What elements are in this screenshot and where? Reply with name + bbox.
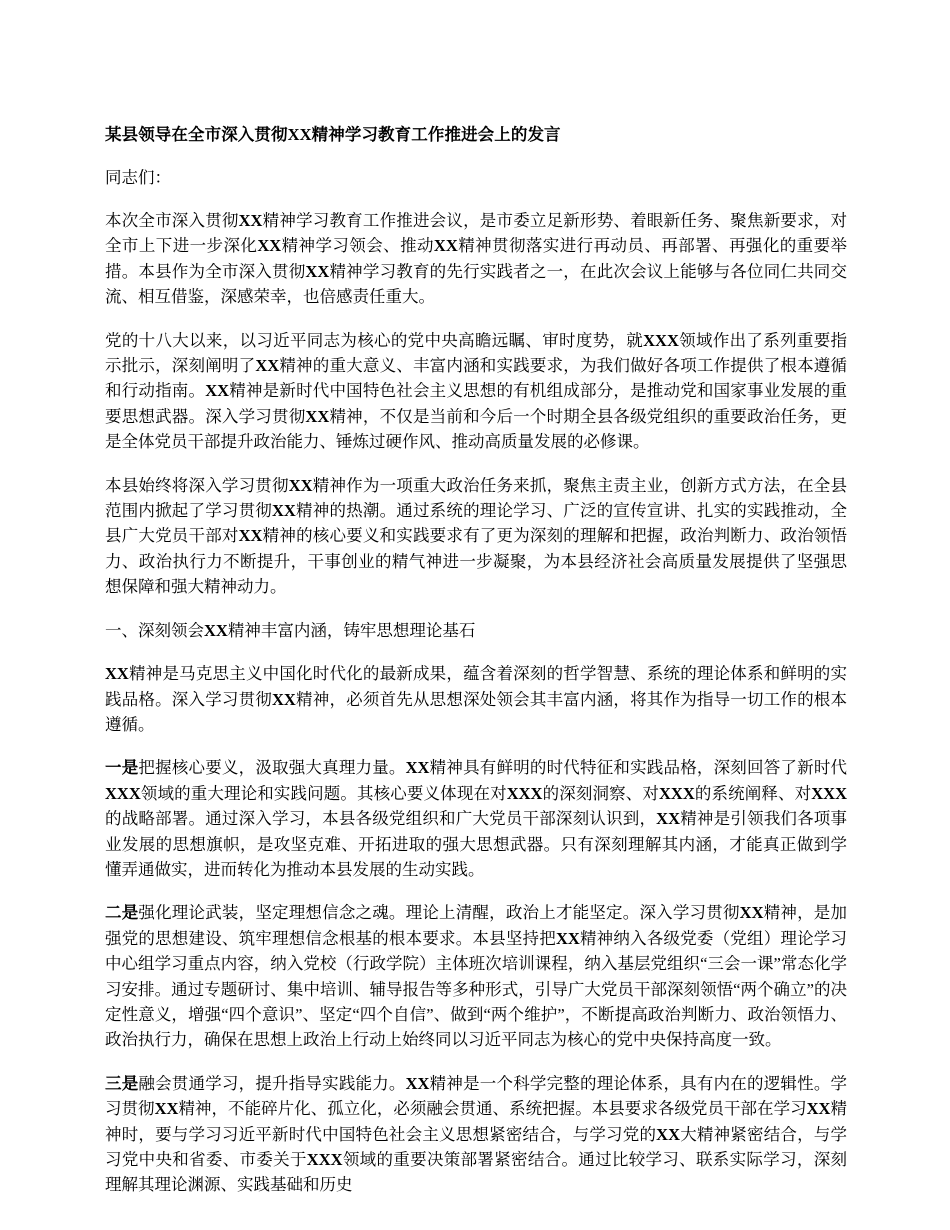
latin-run: XX [257, 236, 282, 256]
latin-run: XX [255, 356, 280, 376]
paragraph-1: 本次全市深入贯彻XX精神学习教育工作推进会议，是市委立足新形势、着眼新任务、聚焦新要求，对全市上下进一步深化XX精神学习领会、推动XX精神贯彻落实进行再动员、再部署、再强化的重要举措。本县作为全市深入贯彻XX精神学习教育的先行实践者之一，在此次会议上能够与各位同仁共同交流、相互借鉴，深感荣幸，也倍感责任重大。 [105, 211, 848, 307]
latin-run: XX [288, 475, 313, 495]
latin-run: XX [287, 125, 312, 144]
latin-run: XX [656, 809, 680, 829]
salutation: 同志们： [105, 168, 171, 187]
latin-run: XX [305, 406, 330, 426]
point-3-lead: 三是 [105, 1073, 139, 1093]
paragraph-2: 党的十八大以来，以习近平同志为核心的党中央高瞻远瞩、审时度势，就XXX领域作出了系列重要指示批示，深刻阐明了XX精神的重大意义、丰富内涵和实践要求，为我们做好各项工作提供了根本遵循和行动指南。XX精神是新时代中国特色社会主义思想的有机组成部分，是推动党和国家事业发展的重要思想武器。深入学习贯彻XX精神，不仅是当前和今后一个时期全县各级党组织的重要政治任务，更是全体党员干部提升政治能力、锤炼过硬作风、推动高质量发展的必修课。 [105, 330, 848, 452]
latin-run: XXX [658, 783, 695, 803]
document-body [105, 122, 847, 1198]
latin-run: XX [205, 381, 230, 401]
latin-run: XX [238, 211, 263, 230]
point-1-text: 把握核心要义，汲取强大真理力量。XX精神具有鲜明的时代特征和实践品格，深刻回答了新时代XXX领域的重大理论和实践问题。其核心要义体现在对XXX的深刻洞察、对XXX的系统阐释、对XXX的战略部署。通过深入学习，本县各级党组织和广大党员干部深刻认识到，XX精神是引领我们各项事业发展的思想旗帜，是攻坚克难、开拓进取的强大思想武器。只有深刻理解其内涵，才能真正做到学懂弄通做实，进而转化为推动本县发展的生动实践。 [105, 758, 848, 879]
point-3 [105, 1071, 847, 1198]
latin-run: XX [555, 928, 580, 948]
latin-run: XX [405, 1073, 430, 1093]
point-1-lead: 一是 [105, 758, 139, 778]
paragraph-3: 本县始终将深入学习贯彻XX精神作为一项重大政治任务来抓，聚焦主责主业，创新方式方法，在全县范围内掀起了学习贯彻XX精神的热潮。通过系统的理论学习、广泛的宣传宣讲、扎实的实践推动，全县广大党员干部对XX精神的核心要义和实践要求有了更为深刻的理解和把握，政治判断力、政治领悟力、政治执行力不断提升，干事创业的精气神进一步凝聚，为本县经济社会高质量发展提供了坚强思想保障和强大精神动力。 [105, 475, 848, 597]
latin-run: XX [204, 620, 228, 640]
point-2-lead: 二是 [105, 903, 139, 923]
latin-run: XXX [811, 783, 848, 803]
point-2-text: 强化理论武装，坚定理想信念之魂。理论上清醒，政治上才能坚定。深入学习贯彻XX精神，是加强党的思想建设、筑牢理想信念根基的根本要求。本县坚持把XX精神纳入各级党委（党组）理论学习中心组学习重点内容，纳入党校（行政学院）主体班次培训课程，纳入基层党组织“三会一课”常态化学习安排。通过专题研讨、集中培训、辅导报告等多种形式，引导广大党员干部深刻领悟“两个确立”的决定性意义，增强“四个意识”、坚定“四个自信”、做到“两个维护”，不断提高政治判断力、政治领悟力、政治执行力，确保在思想上政治上行动上始终同以习近平同志为核心的党中央保持高度一致。 [105, 903, 848, 1050]
section-heading-1: 一、深刻领会XX精神丰富内涵，铸牢思想理论基石 [105, 620, 476, 640]
latin-run: XX [154, 1099, 179, 1119]
latin-run: XX [272, 501, 296, 521]
latin-run: XX [405, 758, 430, 778]
point-2 [105, 900, 847, 1052]
page-title: 某县领导在全市深入贯彻XX精神学习教育工作推进会上的发言 [105, 125, 561, 144]
latin-run: XX [305, 261, 330, 281]
latin-run: XXX [105, 783, 141, 803]
latin-run: XX [105, 664, 129, 684]
section-1-intro: XX精神是马克思主义中国化时代化的最新成果，蕴含着深刻的哲学智慧、系统的理论体系和鲜明的实践品格。深入学习贯彻XX精神，必须首先从思想深处领会其丰富内涵，将其作为指导一切工作的根本遵循。 [105, 664, 848, 734]
latin-run: XXX [643, 330, 679, 350]
latin-run: XX [272, 689, 296, 709]
latin-run: XX [739, 903, 764, 923]
latin-run: XX [238, 526, 263, 546]
point-3-text: 融会贯通学习，提升指导实践能力。XX精神是一个科学完整的理论体系，具有内在的逻辑性。学习贯彻XX精神，不能碎片化、孤立化，必须融会贯通、系统把握。本县要求各级党员干部在学习XX精神时，要与学习习近平新时代中国特色社会主义思想紧密结合，与学习党的XX大精神紧密结合，与学习党中央和省委、市委关于XXX领域的重要决策部署紧密结合。通过比较学习、联系实际学习，深刻理解其理论渊源、实践基础和历史 [105, 1073, 848, 1195]
latin-run: XXX [306, 1150, 343, 1169]
latin-run: XXX [506, 783, 543, 803]
latin-run: XX [806, 1099, 831, 1119]
latin-run: XX [433, 236, 458, 256]
point-1 [105, 755, 847, 882]
latin-run: XX [656, 1124, 680, 1144]
